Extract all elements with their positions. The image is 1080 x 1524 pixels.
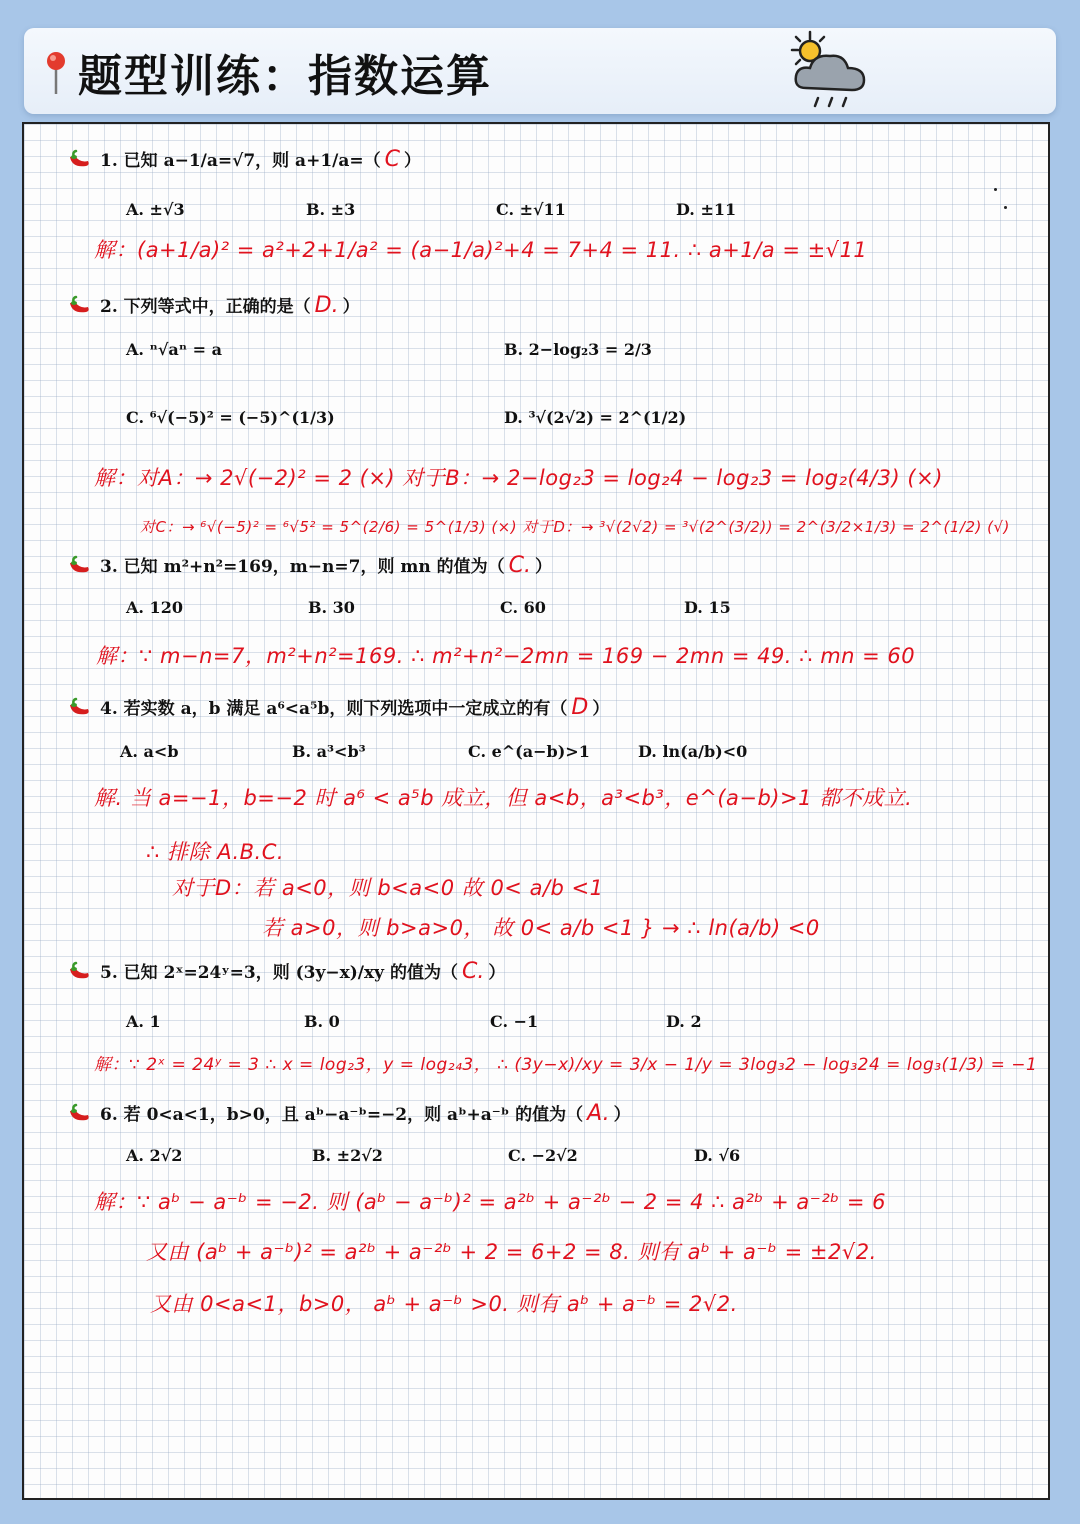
option-b: B. a³<b³ xyxy=(292,742,366,761)
page-title: 题型训练：指数运算 xyxy=(78,51,492,102)
handwritten-solution-line: 又由 0<a<1，b>0， aᵇ + a⁻ᵇ >0. 则有 aᵇ + a⁻ᵇ = 2√2. xyxy=(150,1292,738,1316)
handwritten-solution-line: 又由 (aᵇ + a⁻ᵇ)² = a²ᵇ + a⁻²ᵇ + 2 = 6+2 = 8. 则有 aᵇ + a⁻ᵇ = ±2√2. xyxy=(146,1240,877,1264)
option-c: C. −2√2 xyxy=(508,1146,578,1165)
question-text: 3. 已知 m²+n²=169，m−n=7，则 mn 的值为（ xyxy=(100,557,505,577)
question-stem xyxy=(66,1100,631,1126)
handwritten-solution-line: 对于D：若 a<0，则 b<a<0 故 0< a/b <1 xyxy=(172,876,604,900)
option-b: B. ±2√2 xyxy=(312,1146,383,1165)
question-stem xyxy=(66,292,360,318)
option-b: B. 2−log₂3 = 2/3 xyxy=(504,340,652,359)
handwritten-answer: C. xyxy=(508,553,532,578)
handwritten-solution-line: 解：∵ 2ˣ = 24ʸ = 3 ∴ x = log₂3，y = log₂₄3， ∴ (3y−x)/xy = 3/x − 1/y = 3log₃2 − log₃24 = log₃(1/3) = −1 xyxy=(94,1055,1038,1075)
question-stem xyxy=(66,552,552,578)
question-stem xyxy=(66,694,609,720)
weather-cloud-sun-rain-icon xyxy=(784,28,876,112)
option-a: A. ⁿ√aⁿ = a xyxy=(126,340,222,359)
question-close: ） xyxy=(535,557,553,577)
question-close: ） xyxy=(613,1105,631,1125)
handwritten-answer: D xyxy=(571,695,589,720)
option-d: D. ³√(2√2) = 2^(1/2) xyxy=(504,408,687,427)
chili-pepper-icon xyxy=(66,696,92,718)
option-b: B. 30 xyxy=(308,598,355,617)
question-stem xyxy=(66,958,505,984)
option-c: C. −1 xyxy=(490,1012,539,1031)
question-close: ） xyxy=(342,297,360,317)
option-b: B. ±3 xyxy=(306,200,356,219)
option-a: A. a<b xyxy=(120,742,179,761)
question-text: 6. 若 0<a<1，b>0，且 aᵇ−a⁻ᵇ=−2，则 aᵇ+a⁻ᵇ 的值为（ xyxy=(100,1105,584,1125)
question-close: ） xyxy=(488,963,506,983)
handwritten-solution-line: 解：对A：→ 2√(−2)² = 2 (×) 对于B：→ 2−log₂3 = log₂4 − log₂3 = log₂(4/3) (×) xyxy=(94,466,943,490)
handwritten-answer: C. xyxy=(461,959,485,984)
option-d: D. √6 xyxy=(694,1146,741,1165)
question-text: 5. 已知 2ˣ=24ʸ=3，则 (3y−x)/xy 的值为（ xyxy=(100,963,458,983)
handwritten-solution-line: 解. 当 a=−1，b=−2 时 a⁶ < a⁵b 成立，但 a<b，a³<b³，e^(a−b)>1 都不成立. xyxy=(94,786,913,810)
option-d: D. 15 xyxy=(684,598,731,617)
pin-icon xyxy=(44,50,68,96)
option-d: D. ±11 xyxy=(676,200,737,219)
handwritten-solution-line: 若 a>0，则 b>a>0， 故 0< a/b <1 } → ∴ ln(a/b) <0 xyxy=(262,916,820,940)
question-close: ） xyxy=(404,151,421,171)
handwritten-solution-line: ∴ 排除 A.B.C. xyxy=(146,840,285,864)
handwritten-answer: C xyxy=(384,147,400,172)
option-d: D. ln(a/b)<0 xyxy=(638,742,748,761)
question-stem xyxy=(66,146,421,172)
option-a: A. ±√3 xyxy=(126,200,185,219)
chili-pepper-icon xyxy=(66,1102,92,1124)
handwritten-solution-line: 解：∵ m−n=7，m²+n²=169. ∴ m²+n²−2mn = 169 − 2mn = 49. ∴ mn = 60 xyxy=(96,644,916,668)
question-text: 1. 已知 a−1/a=√7，则 a+1/a=（ xyxy=(100,151,381,171)
option-c: C. ±√11 xyxy=(496,200,566,219)
option-c: C. e^(a−b)>1 xyxy=(468,742,590,761)
handwritten-solution-line: 解：∵ aᵇ − a⁻ᵇ = −2. 则 (aᵇ − a⁻ᵇ)² = a²ᵇ + a⁻²ᵇ − 2 = 4 ∴ a²ᵇ + a⁻²ᵇ = 6 xyxy=(94,1190,887,1214)
handwritten-answer: A. xyxy=(587,1101,610,1126)
handwritten-solution-line: 对C：→ ⁶√(−5)² = ⁶√5² = 5^(2/6) = 5^(1/3) (×) 对于D：→ ³√(2√2) = ³√(2^(3/2)) = 2^(3/2×1/3) = 2^(1/2) (√) xyxy=(140,518,1010,536)
option-b: B. 0 xyxy=(304,1012,340,1031)
handwritten-solution-line: 解：(a+1/a)² = a²+2+1/a² = (a−1/a)²+4 = 7+4 = 11. ∴ a+1/a = ±√11 xyxy=(94,238,868,262)
chili-pepper-icon xyxy=(66,148,92,170)
handwritten-answer: D. xyxy=(314,293,339,318)
question-text: 4. 若实数 a，b 满足 a⁶<a⁵b，则下列选项中一定成立的有（ xyxy=(100,699,568,719)
option-a: A. 120 xyxy=(126,598,183,617)
option-c: C. 60 xyxy=(500,598,546,617)
question-text: 2. 下列等式中，正确的是（ xyxy=(100,297,311,317)
chili-pepper-icon xyxy=(66,294,92,316)
option-c: C. ⁶√(−5)² = (−5)^(1/3) xyxy=(126,408,335,427)
question-close: ） xyxy=(592,699,610,719)
option-a: A. 2√2 xyxy=(126,1146,183,1165)
chili-pepper-icon xyxy=(66,554,92,576)
chili-pepper-icon xyxy=(66,960,92,982)
option-d: D. 2 xyxy=(666,1012,702,1031)
option-a: A. 1 xyxy=(126,1012,161,1031)
